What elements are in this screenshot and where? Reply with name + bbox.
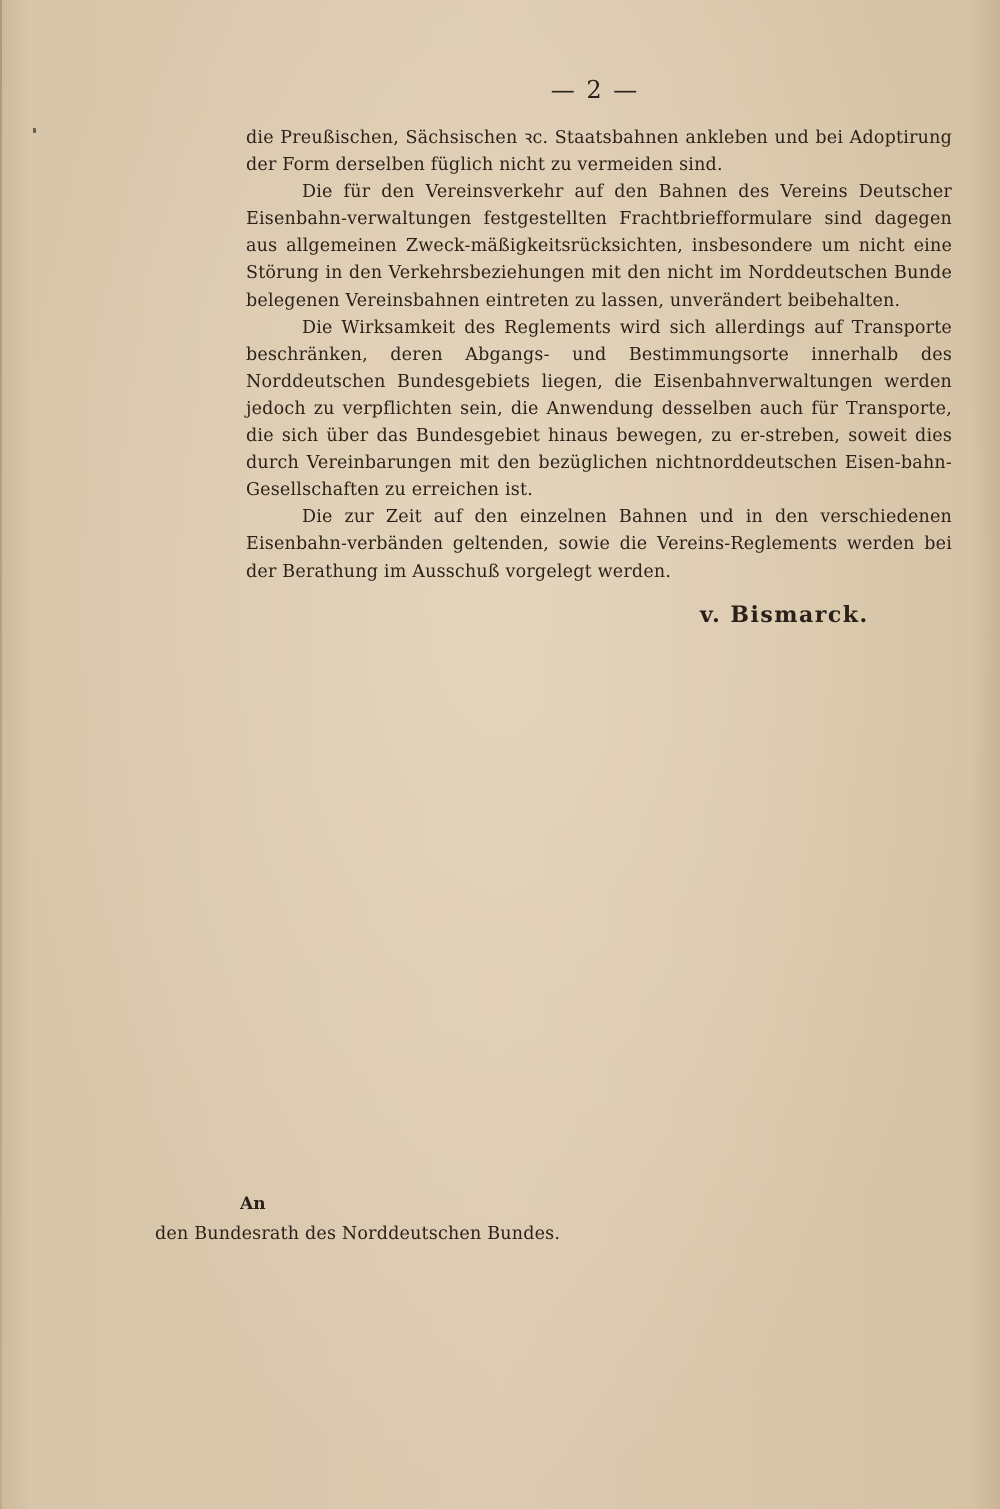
paragraph-3: Die Wirksamkeit des Reglements wird sich allerdings auf Transporte beschränken, deren Abgangs- und Bestimmungsorte innerhalb des Norddeutschen Bundesgebiets liegen, die Eisenbahnverwaltungen werden jedoch zu verpflichten sein, die Anwendung desselben auch für Transporte, die sich über das Bundesgebiet hinaus bewegen, zu er-streben, soweit dies durch Vereinbarungen mit den bezüglichen nichtnorddeutschen Eisen-bahn-Gesellschaften zu erreichen ist. [246,317,952,501]
address-recipient: den Bundesrath des Norddeutschen Bundes. [155,1224,561,1244]
body-text [246,125,952,586]
signature: v. Bismarck. [700,602,869,628]
page-edge-shadow [0,0,2,1509]
paragraph-4: Die zur Zeit auf den einzelnen Bahnen und in den verschiedenen Eisenbahn-verbänden geltenden, sowie die Vereins-Reglements werden bei der Berathung im Ausschuß vorgelegt werden. [246,507,952,582]
margin-mark [33,128,36,133]
page-number: — 2 — [550,76,640,104]
paragraph-2: Die für den Vereinsverkehr auf den Bahnen des Vereins Deutscher Eisenbahn-verwaltungen festgestellten Frachtbriefformulare sind dagegen aus allgemeinen Zweck-mäßigkeitsrücksichten, insbesondere um nicht eine Störung in den Verkehrsbeziehungen mit den nicht im Norddeutschen Bunde belegenen Vereinsbahnen eintreten zu lassen, unverändert beibehalten. [246,182,952,311]
address-salutation: An [240,1194,266,1214]
paragraph-1: die Preußischen, Sächsischen ꝛc. Staatsbahnen ankleben und bei Adoptirung der Form derselben füglich nicht zu vermeiden sind. [246,128,952,176]
